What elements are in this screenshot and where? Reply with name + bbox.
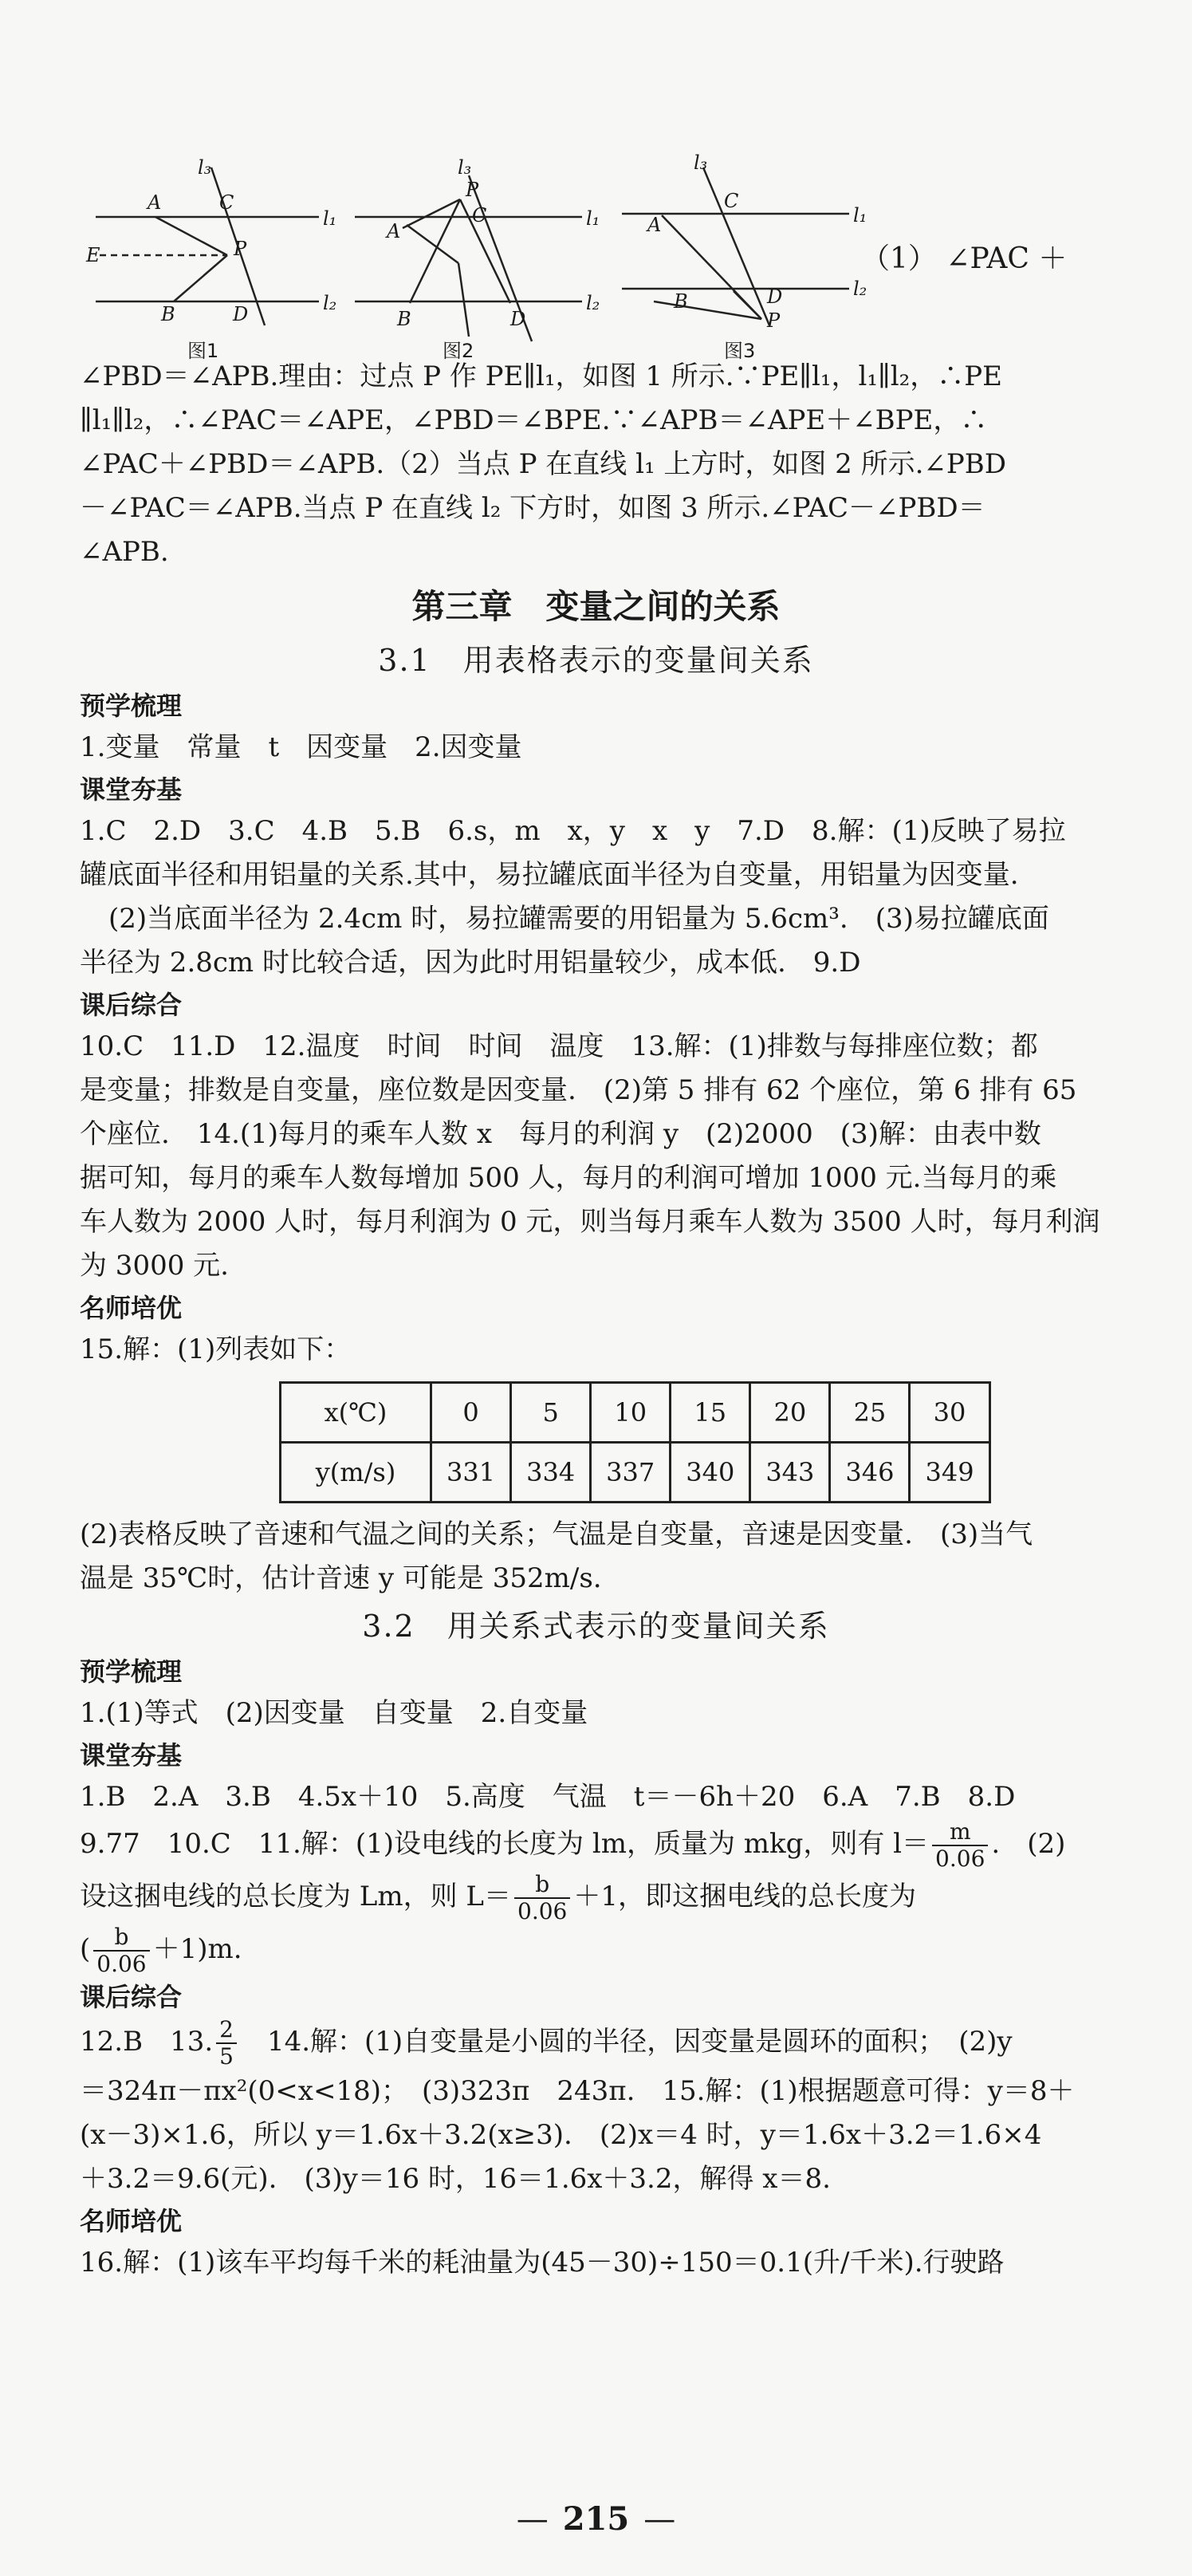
section-2-preview-heading: 预学梳理 bbox=[80, 1656, 183, 1687]
fig2-label-P: P bbox=[466, 179, 479, 201]
dash-decoration: — bbox=[643, 2501, 676, 2538]
section-1-master-after-line: 温是 35℃时，估计音速 y 可能是 352m/s. bbox=[80, 1562, 602, 1594]
table-cell: 30 bbox=[910, 1383, 989, 1443]
table-cell: 349 bbox=[910, 1443, 989, 1503]
fig2-label-A: A bbox=[387, 220, 401, 242]
fraction-numerator: m bbox=[932, 1819, 988, 1846]
page-number-value: 215 bbox=[562, 2500, 630, 2538]
table-cell: 334 bbox=[511, 1443, 591, 1503]
answer-content bbox=[80, 355, 1112, 2285]
text-segment: 12.B 13. bbox=[80, 2026, 214, 2058]
section-1-preview-heading: 预学梳理 bbox=[80, 691, 183, 721]
text-segment: 14.解：(1)自变量是小圆的半径，因变量是圆环的面积； (2)y bbox=[239, 2026, 1013, 2058]
fraction bbox=[514, 1872, 570, 1924]
section-2-preview-line: 1.(1)等式 (2)因变量 自变量 2.自变量 bbox=[80, 1697, 588, 1729]
fig1-caption: 图1 bbox=[187, 340, 219, 362]
text-segment: 设这捆电线的总长度为 Lm，则 L＝ bbox=[80, 1881, 512, 1912]
page-number bbox=[0, 2500, 1192, 2538]
fig1-label-D: D bbox=[233, 303, 249, 325]
text-segment: ＋1)m. bbox=[152, 1933, 242, 1965]
fig2-label-B: B bbox=[397, 308, 411, 330]
table-cell: 0 bbox=[431, 1383, 511, 1443]
section-2-after-line: (x－3)×1.6，所以 y＝1.6x＋3.2(x≥3). (2)x＝4 时，y＝1.6x＋3.2＝1.6×4 bbox=[80, 2119, 1042, 2151]
fig3-label-C: C bbox=[724, 190, 739, 212]
section-2-title: 3.2 用关系式表示的变量间关系 bbox=[362, 1609, 830, 1644]
fig1-label-l3: l₃ bbox=[198, 156, 212, 179]
section-2-class-heading: 课堂夯基 bbox=[80, 1740, 183, 1771]
section-2-after-line: ＝324π－πx²(0<x<18)； (3)323π 243π. 15.解：(1)根据题意可得：y＝8＋ bbox=[80, 2075, 1075, 2107]
fraction bbox=[93, 1924, 149, 1977]
fig2-label-l3: l₃ bbox=[458, 156, 472, 179]
fig1-label-B: B bbox=[161, 303, 175, 325]
table-cell: 5 bbox=[511, 1383, 591, 1443]
fig1-label-C: C bbox=[219, 191, 234, 214]
section-1-after-line: 是变量；排数是自变量，座位数是因变量. (2)第 5 排有 62 个座位，第 6 排有 65 bbox=[80, 1074, 1077, 1106]
section-1-after-line: 个座位. 14.(1)每月的乘车人数 x 每月的利润 y (2)2000 (3)解：由表中数 bbox=[80, 1118, 1041, 1150]
text-segment: ＋1，即这捆电线的总长度为 bbox=[573, 1881, 916, 1912]
text-segment: . (2) bbox=[991, 1828, 1066, 1860]
fraction-numerator: 2 bbox=[216, 2017, 237, 2044]
section-1-class-line: 1.C 2.D 3.C 4.B 5.B 6.s，m x，y x y 7.D 8.解：(1)反映了易拉 bbox=[80, 815, 1066, 847]
fraction bbox=[932, 1819, 988, 1872]
section-1-after-line: 为 3000 元. bbox=[80, 1250, 229, 1282]
fig3-label-l2: l₂ bbox=[853, 278, 867, 300]
fig3-label-l1: l₁ bbox=[853, 204, 867, 226]
table-cell: x(℃) bbox=[281, 1383, 431, 1443]
table-cell: 25 bbox=[830, 1383, 910, 1443]
intro-line: ∥l₁∥l₂，∴∠PAC＝∠APE，∠PBD＝∠BPE.∵∠APB＝∠APE＋∠BPE，∴ bbox=[80, 404, 988, 436]
table-cell: 10 bbox=[591, 1383, 671, 1443]
fig2-label-C: C bbox=[472, 204, 487, 226]
section-1-master-heading: 名师培优 bbox=[80, 1293, 183, 1323]
table-cell: 15 bbox=[671, 1383, 750, 1443]
section-1-class-line: (2)当底面半径为 2.4cm 时，易拉罐需要的用铝量为 5.6cm³. (3)易拉罐底面 bbox=[108, 903, 1049, 935]
dash-decoration: — bbox=[516, 2501, 549, 2538]
fig1-label-P: P bbox=[234, 238, 247, 260]
intro-first-line: （1） ∠PAC ＋ bbox=[861, 242, 1068, 275]
fig3-label-B: B bbox=[674, 290, 688, 313]
section-1-class-line: 半径为 2.8cm 时比较合适，因为此时用铝量较少，成本低. 9.D bbox=[80, 947, 861, 979]
intro-line: ∠APB. bbox=[80, 536, 169, 568]
fig1-label-l1: l₁ bbox=[323, 207, 337, 230]
sound-speed-table bbox=[279, 1381, 991, 1503]
section-2-class-line-fraction bbox=[80, 1819, 1112, 1872]
fraction-numerator: b bbox=[93, 1924, 149, 1952]
section-1-master-line: 15.解：(1)列表如下： bbox=[80, 1333, 352, 1365]
section-1-master-after-line: (2)表格反映了音速和气温之间的关系；气温是自变量，音速是因变量. (3)当气 bbox=[80, 1518, 1033, 1550]
section-1-title: 3.1 用表格表示的变量间关系 bbox=[378, 643, 814, 678]
fraction-denominator: 0.06 bbox=[96, 1951, 147, 1977]
fraction-denominator: 5 bbox=[219, 2043, 234, 2070]
section-2-master-line: 16.解：(1)该车平均每千米的耗油量为(45－30)÷150＝0.1(升/千米).行驶路 bbox=[80, 2247, 1005, 2279]
section-1-preview-line: 1.变量 常量 t 因变量 2.因变量 bbox=[80, 731, 522, 763]
section-2-class-line-fraction bbox=[80, 1872, 1112, 1924]
table-cell: 343 bbox=[750, 1443, 830, 1503]
fig1-label-A: A bbox=[148, 191, 162, 214]
fig1-label-E: E bbox=[86, 244, 100, 266]
table-row bbox=[281, 1443, 990, 1503]
section-2-after-line-fraction bbox=[80, 2017, 1112, 2070]
intro-line: ∠PBD＝∠APB.理由：过点 P 作 PE∥l₁，如图 1 所示.∵PE∥l₁，l₁∥l₂，∴PE bbox=[80, 360, 1002, 392]
table-cell: 337 bbox=[591, 1443, 671, 1503]
table-cell: 331 bbox=[431, 1443, 511, 1503]
section-1-after-line: 10.C 11.D 12.温度 时间 时间 温度 13.解：(1)排数与每排座位数；都 bbox=[80, 1030, 1038, 1062]
section-1-after-line: 车人数为 2000 人时，每月利润为 0 元，则当每月乘车人数为 3500 人时，每月利润 bbox=[80, 1206, 1100, 1238]
fig3-label-A: A bbox=[647, 214, 662, 236]
section-1-class-line: 罐底面半径和用铝量的关系.其中，易拉罐底面半径为自变量，用铝量为因变量. bbox=[80, 859, 1019, 891]
intro-line: －∠PAC＝∠APB.当点 P 在直线 l₂ 下方时，如图 3 所示.∠PAC－∠PBD＝ bbox=[80, 492, 985, 524]
section-2-after-line: ＋3.2＝9.6(元). (3)y＝16 时，16＝1.6x＋3.2，解得 x＝8. bbox=[80, 2163, 831, 2195]
fraction-denominator: 0.06 bbox=[935, 1845, 985, 1872]
fig3-label-P: P bbox=[767, 309, 781, 332]
text-segment: ( bbox=[80, 1933, 91, 1965]
intro-line: ∠PAC＋∠PBD＝∠APB.（2）当点 P 在直线 l₁ 上方时，如图 2 所示.∠PBD bbox=[80, 448, 1007, 480]
fraction bbox=[216, 2017, 237, 2070]
geometry-figures bbox=[80, 152, 877, 383]
fig3-label-D: D bbox=[767, 286, 783, 308]
section-2-class-line: 1.B 2.A 3.B 4.5x＋10 5.高度 气温 t＝－6h＋20 6.A 7.B 8.D bbox=[80, 1781, 1016, 1813]
fraction-numerator: b bbox=[514, 1872, 570, 1899]
table-row bbox=[281, 1383, 990, 1443]
fig2-label-l2: l₂ bbox=[586, 292, 600, 314]
section-2-after-heading: 课后综合 bbox=[80, 1982, 183, 2012]
fig2-label-l1: l₁ bbox=[586, 207, 600, 230]
fig2-caption: 图2 bbox=[443, 340, 474, 362]
text-segment: 9.77 10.C 11.解：(1)设电线的长度为 lm，质量为 mkg，则有 l＝ bbox=[80, 1828, 930, 1860]
table-cell: y(m/s) bbox=[281, 1443, 431, 1503]
fig3-label-l3: l₃ bbox=[694, 152, 708, 174]
chapter-title: 第三章 变量之间的关系 bbox=[411, 587, 781, 626]
figures-svg bbox=[80, 152, 877, 383]
table-cell: 346 bbox=[830, 1443, 910, 1503]
fig3-caption: 图3 bbox=[724, 340, 756, 362]
section-2-master-heading: 名师培优 bbox=[80, 2206, 183, 2236]
fig2-label-D: D bbox=[510, 308, 526, 330]
section-1-after-heading: 课后综合 bbox=[80, 990, 183, 1020]
table-cell: 340 bbox=[671, 1443, 750, 1503]
table-cell: 20 bbox=[750, 1383, 830, 1443]
section-1-class-heading: 课堂夯基 bbox=[80, 774, 183, 805]
fraction-denominator: 0.06 bbox=[517, 1898, 568, 1924]
fig1-label-l2: l₂ bbox=[323, 292, 337, 314]
section-1-after-line: 据可知，每月的乘车人数每增加 500 人，每月的利润可增加 1000 元.当每月的乘 bbox=[80, 1162, 1057, 1194]
section-2-class-line-fraction bbox=[80, 1924, 1112, 1977]
